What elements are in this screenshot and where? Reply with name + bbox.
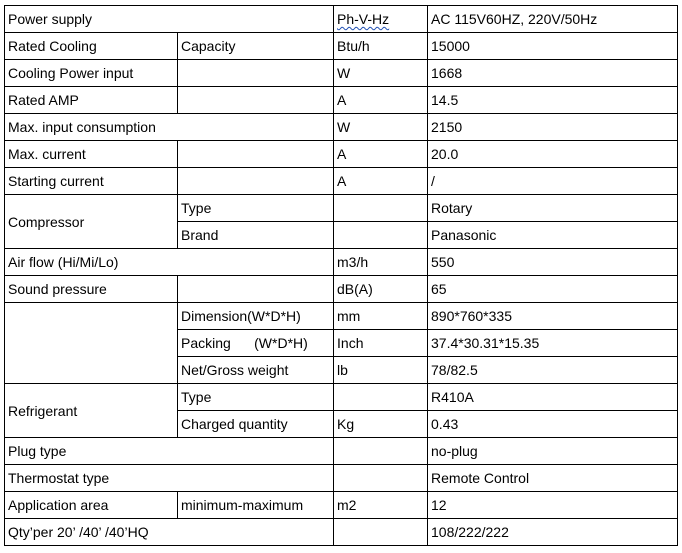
application-area-value: 12 — [428, 492, 678, 519]
row-thermostat-type — [5, 465, 678, 492]
rated-amp-sub — [178, 87, 334, 114]
cooling-power-input-sub — [178, 60, 334, 87]
row-plug-type — [5, 438, 678, 465]
compressor-type-value: Rotary — [428, 195, 678, 222]
charged-quantity-unit: Kg — [334, 411, 428, 438]
compressor-brand-label: Brand — [178, 222, 334, 249]
refrigerant-type-label: Type — [178, 384, 334, 411]
thermostat-type-label: Thermostat type — [5, 465, 334, 492]
weight-unit: lb — [334, 357, 428, 384]
sound-pressure-label: Sound pressure — [5, 276, 178, 303]
packing-value: 37.4*30.31*15.35 — [428, 330, 678, 357]
qty-value: 108/222/222 — [428, 519, 678, 546]
spec-table — [4, 5, 678, 546]
rated-cooling-unit: Btu/h — [334, 33, 428, 60]
application-area-label: Application area — [5, 492, 178, 519]
refrigerant-type-unit — [334, 384, 428, 411]
packing-label: Packing (W*D*H) — [178, 330, 334, 357]
rated-amp-label: Rated AMP — [5, 87, 178, 114]
cooling-power-input-label: Cooling Power input — [5, 60, 178, 87]
starting-current-unit: A — [334, 168, 428, 195]
row-application-area — [5, 492, 678, 519]
packing-unit: Inch — [334, 330, 428, 357]
air-flow-unit: m3/h — [334, 249, 428, 276]
rated-amp-value: 14.5 — [428, 87, 678, 114]
max-input-consumption-unit: W — [334, 114, 428, 141]
compressor-type-label: Type — [178, 195, 334, 222]
row-power-supply — [5, 6, 678, 33]
air-flow-label: Air flow (Hi/Mi/Lo) — [5, 249, 334, 276]
max-current-unit: A — [334, 141, 428, 168]
max-current-label: Max. current — [5, 141, 178, 168]
row-air-flow — [5, 249, 678, 276]
power-supply-label: Power supply — [5, 6, 334, 33]
dimension-value: 890*760*335 — [428, 303, 678, 330]
max-current-value: 20.0 — [428, 141, 678, 168]
row-rated-amp — [5, 87, 678, 114]
compressor-type-unit — [334, 195, 428, 222]
row-qty — [5, 519, 678, 546]
starting-current-value: / — [428, 168, 678, 195]
plug-type-unit — [334, 438, 428, 465]
application-area-unit: m2 — [334, 492, 428, 519]
weight-value: 78/82.5 — [428, 357, 678, 384]
cooling-power-input-unit: W — [334, 60, 428, 87]
row-compressor-type — [5, 195, 678, 222]
rated-cooling-value: 15000 — [428, 33, 678, 60]
refrigerant-label: Refrigerant — [5, 384, 178, 438]
application-area-sub: minimum-maximum — [178, 492, 334, 519]
charged-quantity-value: 0.43 — [428, 411, 678, 438]
dimension-label: Dimension(W*D*H) — [178, 303, 334, 330]
thermostat-type-value: Remote Control — [428, 465, 678, 492]
max-current-sub — [178, 141, 334, 168]
power-supply-unit — [334, 6, 428, 33]
row-rated-cooling — [5, 33, 678, 60]
dimension-unit: mm — [334, 303, 428, 330]
qty-label: Qty’per 20’ /40’ /40’HQ — [5, 519, 334, 546]
starting-current-label: Starting current — [5, 168, 178, 195]
air-flow-value: 550 — [428, 249, 678, 276]
row-dimension — [5, 303, 678, 330]
row-sound-pressure — [5, 276, 678, 303]
refrigerant-type-value: R410A — [428, 384, 678, 411]
qty-unit — [334, 519, 428, 546]
cooling-power-input-value: 1668 — [428, 60, 678, 87]
plug-type-value: no-plug — [428, 438, 678, 465]
weight-label: Net/Gross weight — [178, 357, 334, 384]
max-input-consumption-label: Max. input consumption — [5, 114, 334, 141]
sound-pressure-value: 65 — [428, 276, 678, 303]
compressor-label: Compressor — [5, 195, 178, 249]
compressor-brand-unit — [334, 222, 428, 249]
dimensions-group-label — [5, 303, 178, 384]
power-supply-value: AC 115V60HZ, 220V/50Hz — [428, 6, 678, 33]
power-supply-unit-text: Ph-V-Hz — [337, 11, 390, 27]
rated-cooling-sub: Capacity — [178, 33, 334, 60]
sound-pressure-sub — [178, 276, 334, 303]
plug-type-label: Plug type — [5, 438, 334, 465]
row-refrigerant-type — [5, 384, 678, 411]
row-starting-current — [5, 168, 678, 195]
rated-amp-unit: A — [334, 87, 428, 114]
row-max-input-consumption — [5, 114, 678, 141]
rated-cooling-label: Rated Cooling — [5, 33, 178, 60]
row-cooling-power-input — [5, 60, 678, 87]
thermostat-type-unit — [334, 465, 428, 492]
sound-pressure-unit: dB(A) — [334, 276, 428, 303]
charged-quantity-label: Charged quantity — [178, 411, 334, 438]
compressor-brand-value: Panasonic — [428, 222, 678, 249]
row-max-current — [5, 141, 678, 168]
starting-current-sub — [178, 168, 334, 195]
max-input-consumption-value: 2150 — [428, 114, 678, 141]
